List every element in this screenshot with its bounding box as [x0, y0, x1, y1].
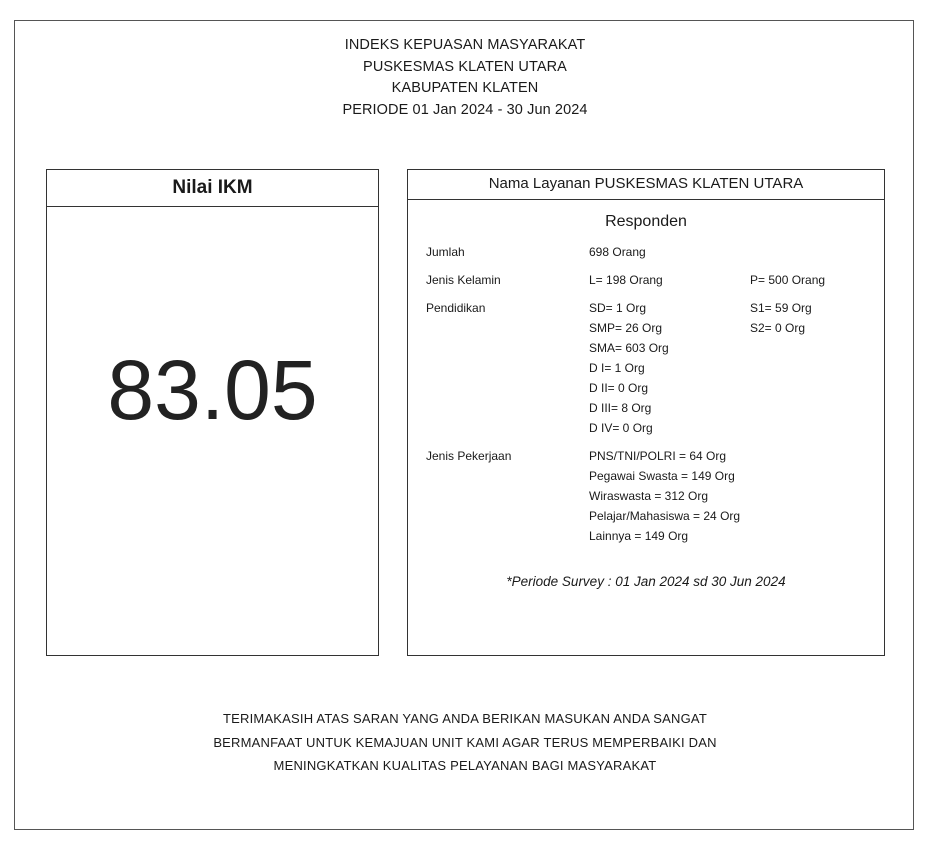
respondent-panel [407, 169, 885, 656]
education-item: SMA= 603 Org [589, 341, 669, 355]
occupation-label: Jenis Pekerjaan [426, 449, 512, 463]
respondent-subtitle: Responden [605, 213, 687, 230]
education-item: D I= 1 Org [589, 361, 645, 375]
education-list-higher [750, 298, 812, 338]
report-header [15, 35, 915, 121]
gender-label: Jenis Kelamin [426, 273, 501, 287]
education-item: D IV= 0 Org [589, 421, 653, 435]
education-item: SD= 1 Org [589, 301, 647, 315]
ikm-title: Nilai IKM [47, 170, 378, 207]
education-item: S1= 59 Org [750, 301, 812, 315]
education-list-primary [589, 298, 669, 438]
occupation-item: Pegawai Swasta = 149 Org [589, 469, 735, 483]
occupation-item: Pelajar/Mahasiswa = 24 Org [589, 509, 741, 523]
education-item: S2= 0 Org [750, 321, 806, 335]
occupation-list [589, 446, 740, 546]
education-label: Pendidikan [426, 301, 486, 315]
occupation-item: Lainnya = 149 Org [589, 529, 689, 543]
thank-you-message [15, 707, 915, 778]
header-facility: PUSKESMAS KLATEN UTARA [363, 58, 567, 75]
report-frame [14, 20, 914, 830]
education-item: D III= 8 Org [589, 401, 652, 415]
gender-female: P= 500 Orang [750, 273, 826, 287]
jumlah-label: Jumlah [426, 245, 465, 259]
service-title: Nama Layanan PUSKESMAS KLATEN UTARA [408, 170, 884, 200]
header-period: PERIODE 01 Jan 2024 - 30 Jun 2024 [342, 101, 588, 118]
footer-line: BERMANFAAT UNTUK KEMAJUAN UNIT KAMI AGAR TERUS MEMPERBAIKI DAN [213, 734, 717, 750]
jumlah-value: 698 Orang [589, 245, 646, 259]
ikm-value: 83.05 [107, 343, 318, 437]
education-item: SMP= 26 Org [589, 321, 663, 335]
header-title: INDEKS KEPUASAN MASYARAKAT [344, 37, 586, 53]
footer-line: TERIMAKASIH ATAS SARAN YANG ANDA BERIKAN MASUKAN ANDA SANGAT [223, 711, 707, 726]
occupation-item: PNS/TNI/POLRI = 64 Org [589, 449, 727, 463]
survey-period-note: *Periode Survey : 01 Jan 2024 sd 30 Jun 2024 [506, 574, 786, 589]
header-regency: KABUPATEN KLATEN [391, 80, 539, 96]
occupation-item: Wiraswasta = 312 Org [589, 489, 709, 503]
ikm-panel [46, 169, 379, 656]
footer-line: MENINGKATKAN KUALITAS PELAYANAN BAGI MASYARAKAT [273, 758, 657, 773]
education-item: D II= 0 Org [589, 381, 649, 395]
gender-male: L= 198 Orang [589, 273, 663, 287]
